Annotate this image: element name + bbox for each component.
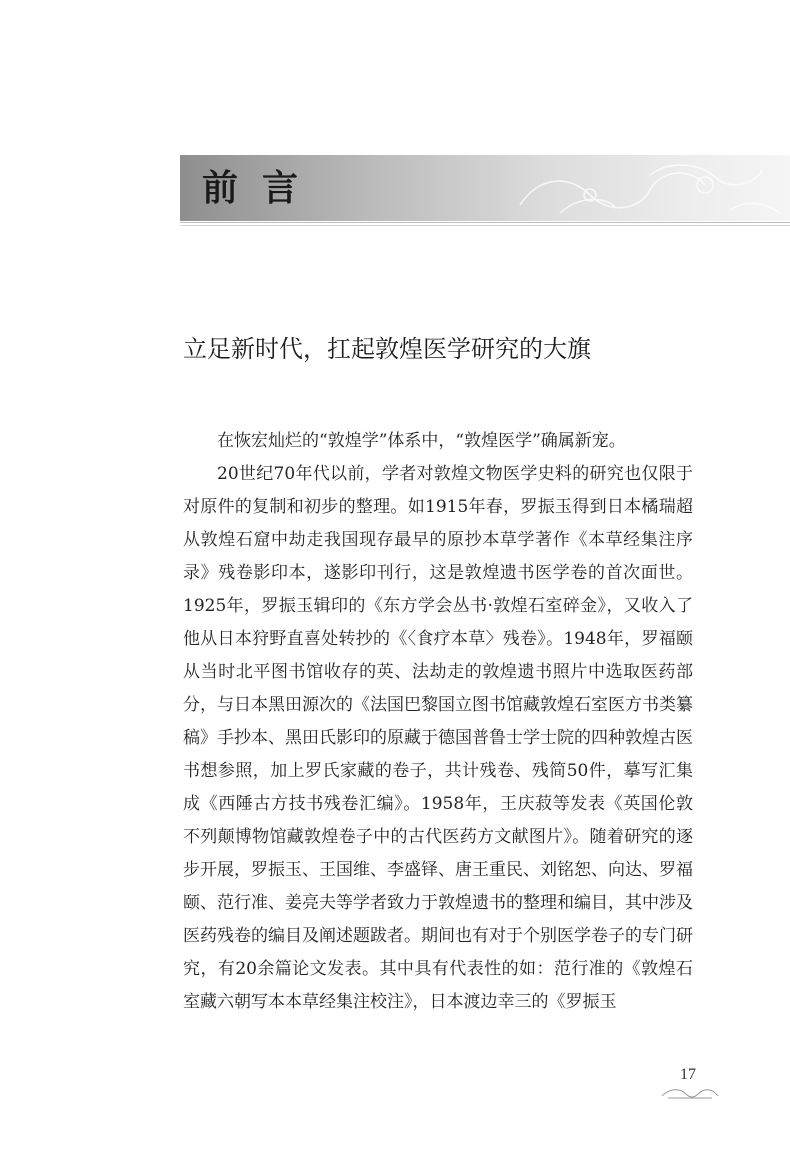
footer-ornament-icon [660,1086,720,1100]
chapter-title: 前言 [202,167,323,209]
body-text [183,425,693,1019]
section-title: 立足新时代，扛起敦煌医学研究的大旗 [183,335,591,363]
header-divider [180,222,790,223]
chapter-header-band [180,155,790,221]
paragraph: 在恢宏灿烂的“敦煌学”体系中，“敦煌医学”确属新宠。 [217,431,626,451]
page-number: 17 [680,1066,696,1083]
header-divider-secondary [180,225,790,226]
cloud-pattern-icon [500,155,790,221]
paragraph: 20世纪70年代以前，学者对敦煌文物医学史料的研究也仅限于对原件的复制和初步的整理。如1915年春，罗振玉得到日本橘瑞超从敦煌石窟中劫走我国现存最早的原抄本草学著作《本草经集注序录》残卷影印本，遂影印刊行，这是敦煌遗书医学卷的首次面世。1925年，罗振玉辑印的《东方学会丛书·敦煌石室碎金》，又收入了他从日本狩野直喜处转抄的《〈食疗本草〉残卷》。1948年，罗福颐从当时北平图书馆收存的英、法劫走的敦煌遗书照片中选取医药部分，与日本黑田源次的《法国巴黎国立图书馆藏敦煌石室医方书类纂稿》手抄本、黑田氏影印的原藏于德国普鲁士学士院的四种敦煌古医书想参照，加上罗氏家藏的卷子，共计残卷、残简50件，摹写汇集成《西陲古方技书残卷汇编》。1958年，王庆菽等发表《英国伦敦不列颠博物馆藏敦煌卷子中的古代医药方文献图片》。随着研究的逐步开展，罗振玉、王国维、李盛铎、唐王重民、刘铭恕、向达、罗福颐、范行准、姜亮夫等学者致力于敦煌遗书的整理和编目，其中涉及医药残卷的编目及阐述题跋者。期间也有对于个别医学卷子的专门研究，有20余篇论文发表。其中具有代表性的如：范行准的《敦煌石室藏六朝写本本草经集注校注》，日本渡边幸三的《罗振玉 [183,464,693,1012]
